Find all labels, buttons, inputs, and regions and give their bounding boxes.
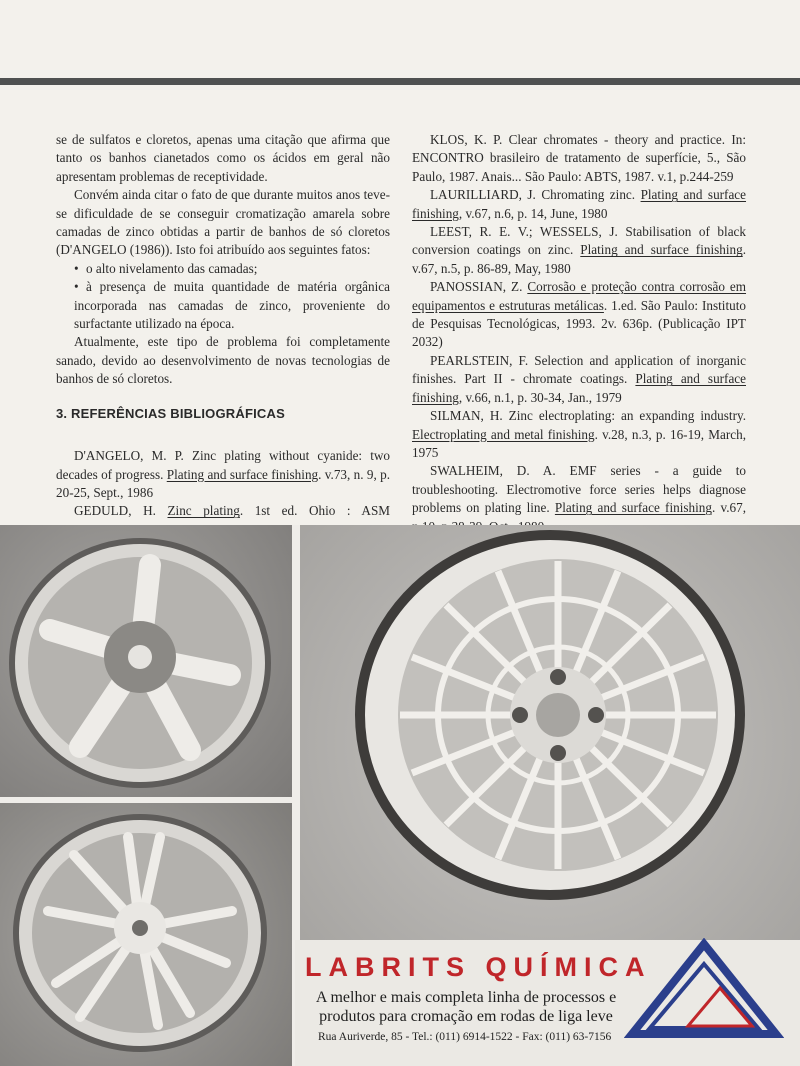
paragraph: Convém ainda citar o fato de que durante muitos anos teve-se dificuldade de se conseguir cromatização amarela sobre camadas de zinco obtidas a partir de banhos de só cloretos (D'ANGELO (1986)). Isto foi atribuído aos seguintes fatos: [56,187,390,258]
reference-item [56,447,390,502]
reference-text: , v.66, n.1, p. 30-34, Jan., 1979 [458,389,622,405]
ad-tagline-line: A melhor e mais completa linha de processos e [315,989,617,1006]
bullet-text: à presença de muita quantidade de matéria orgânica incorporada nas camadas de zinco, proveniente do surfactante utilizado na época. [74,279,390,332]
reference-text: KLOS, K. P. Clear chromates - theory and practice. In: ENCONTRO brasileiro de tratamento de superfície, 5., São Paulo, 1987. Anais... São Paulo: ABTS, 1987. v.1, p.244-259 [412,132,746,184]
reference-text: . v.73, n. 9, p. 20-25, Sept., 1986 [56,466,390,500]
top-rule [0,78,800,85]
reference-text: , v.67, n.6, p. 14, June, 1980 [458,205,608,221]
reference-text: . v.67, [711,500,746,516]
reference-text: PEARLSTEIN, F. Selection and application of inorganic finishes. Part II - chromate coatings. [412,352,746,387]
right-column [412,131,746,573]
reference-title: Zinc plating [167,503,240,519]
reference-item [412,407,746,462]
labrits-triangle-logo-icon [624,938,784,1053]
photo-divider [0,797,292,803]
bullet-item [56,278,390,333]
reference-item [412,223,746,278]
bullet-item [56,260,390,278]
left-column [56,131,390,539]
wheel-photo-five-spoke [0,525,292,797]
paragraph: se de sulfatos e cloretos, apenas uma citação que afirma que tanto os banhos cianetados como os ácidos em geral não apresentam problemas de receptividade. [56,132,390,184]
reference-item [412,278,746,352]
wheel-photo-twin-spoke [0,803,292,1066]
reference-item [412,352,746,407]
reference-text: . v.28, n.3, p. 16-19, March, 1975 [412,426,746,460]
reference-text: LAURILLIARD, J. Chromating zinc. [430,187,641,203]
reference-text: PANOSSIAN, Z. [430,279,528,295]
reference-text: LEEST, R. E. V.; WESSELS, J. Stabilisation of black conversion coatings on zinc. [412,224,746,258]
reference-item [412,131,746,186]
reference-title: Plating and surface finishing [580,242,743,258]
reference-title: Corrosão e proteção contra corrosão em equipamentos e estruturas metálicas [412,279,747,313]
section-heading: 3. REFERÊNCIAS BIBLIOGRÁFICAS [56,405,285,421]
bullet-icon: • [74,260,79,276]
reference-title: Plating and surface finishing [412,371,746,405]
reference-text: . 1st ed. Ohio : ASM [239,503,391,519]
reference-title: Plating and surface finishing [554,500,712,516]
reference-title: Electroplating and metal finishing [412,426,595,442]
ad-tagline [306,988,626,1026]
reference-title: Plating and surface finishing [166,466,319,482]
reference-text: SILMAN, H. Zinc electroplating: an expanding industry. [430,408,746,424]
reference-item [412,186,746,223]
reference-text: SWALHEIM, D. A. EMF series - a guide to troubleshooting. Electromotive force series helps diagnose problems on plating line. [412,463,746,516]
ad-address: Rua Auriverde, 85 - Tel.: (011) 6914-1522 - Fax: (011) 63-7156 [318,1031,612,1043]
reference-title: Plating and surface finishing [412,187,747,221]
reference-text: . v.67, n.5, p. 86-89, May, 1980 [412,242,746,276]
brand-name: LABRITS QUÍMICA [305,952,652,982]
paragraph: Atualmente, este tipo de problema foi completamente sanado, devido ao desenvolvimento de novas tecnologias de banhos de só cloretos. [56,334,390,387]
reference-text: . 1.ed. São Paulo: Instituto de Pesquisas Tecnológicas, 1993. 2v. 636p. (Publicação IPT 2032) [412,297,746,350]
ad-tagline-line: produtos para cromação em rodas de liga leve [319,1008,613,1025]
reference-list [412,131,746,573]
reference-text: GEDULD, H. [74,503,168,519]
bullet-text: o alto nivelamento das camadas; [86,260,258,276]
reference-text: D'ANGELO, M. P. Zinc plating without cyanide: two decades of progress. [56,448,390,482]
bullet-icon: • [74,279,79,295]
